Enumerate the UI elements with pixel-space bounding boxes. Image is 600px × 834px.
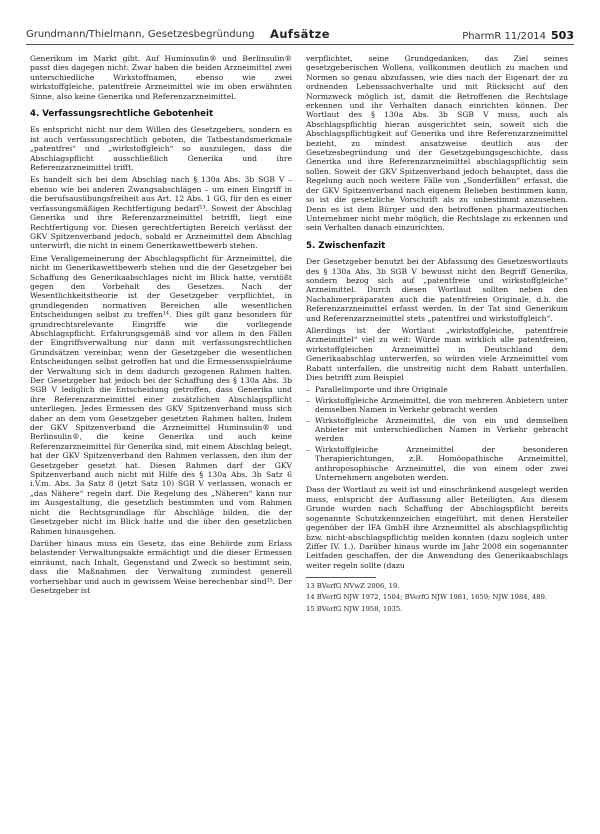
- footnote-rule: [306, 577, 376, 578]
- page-number: 503: [551, 29, 574, 42]
- header-rule: [26, 44, 574, 45]
- list-item: – Wirkstoffgleiche Arzneimittel der besonderen Therapierichtungen, z.B. Homöopathische Arzneimittel, anthroposophische Arzneimittel, die von einem oder zwei Unternehmern angeboten werden.: [306, 445, 568, 483]
- list-item: – Wirkstoffgleiche Arzneimittel, die von mehreren Anbietern unter demselben Namen in Verkehr gebracht werden: [306, 396, 568, 415]
- header-authors-title: Grundmann/Thielmann, Gesetzesbegründung: [26, 29, 255, 40]
- left-column: [30, 54, 292, 598]
- footnote: 15 BVerfG NJW 1958, 1035.: [306, 604, 403, 613]
- paragraph: Dass der Wortlaut zu weit ist und einschränkend ausgelegt werden muss, entspricht der Auffassung aller Beteiligten. Aus diesem Grunde wurden nach Schaffung der Abschlagspflicht bereits sogenannte Schutzkennzeichen eingeführt, mit denen Hersteller gegenüber der IFA GmbH ihre Arzneimittel als abschlagspflichtig bzw. nicht-abschlagspflichtig melden konnten (dazu sogleich unter Ziffer IV. 1.). Darüber hinaus wurde im Jahr 2008 ein sogenannter Leitfaden geschaffen, der die Anwendung des Generikaabschlags weiter regeln sollte (dazu: [306, 485, 568, 570]
- footnote: 14 BVerfG NJW 1972, 1504; BVerfG NJW 1981, 1659; NJW 1984, 489.: [306, 593, 548, 602]
- paragraph: Es handelt sich bei dem Abschlag nach § 130a Abs. 3b SGB V – ebenso wie bei anderen Zwangsabschlägen – um einen Eingriff in die berufsausübungsfreiheit aus Art. 12 Abs. 1 GG, für den es einer verfassungsmäßigen Rechtfertigung bedarf¹³. Soweit der Abschlag Generika und ihre Referenzarzneimittel betrifft, liegt eine Rechtfertigung vor. Diesen gerechtfertigten Bereich verlässt der GKV Spitzenverband jedoch, sobald er Arzneimittel dem Abschlag unterwirft, die nicht in einem Generikawettbewerb stehen.: [30, 175, 292, 251]
- paragraph: Allerdings ist der Wortlaut „wirkstoffgleiche, patentfreie Arzneimittel“ viel zu weit: Würde man wirklich alle patentfreien, wirkstoffgleichen Arzneimittel in Deutschland dem Generikaabschlag unterwerfen, so würden viele Arzneimittel vom Rabatt unterfallen, die unstreitig nicht dem Rabatt unterfallen. Dies betrifft zum Beispiel: [306, 325, 568, 382]
- paragraph: Darüber hinaus muss ein Gesetz, das eine Behörde zum Erlass belastender Verwaltungsakte ermächtigt und die dieser Ermessen einräumt, nach Inhalt, Gegenstand und Zweck so bestimmt sein, dass die Maßnahmen der Verwaltung zumindest generell vorhersehbar und auch in gewissem Weise berechenbar sind¹⁵. Der Gesetzgeber ist: [30, 538, 292, 595]
- running-header: [26, 27, 574, 45]
- header-issue: PharmR 11/2014: [462, 31, 547, 42]
- paragraph: Es entspricht nicht nur dem Willen des Gesetzgebers, sondern es ist auch verfassungsrechtlich geboten, die Tatbestandsmerkmale „patentfrei“ und „wirkstoffgleich“ so auszulegen, dass die Abschlagspflicht ausschließlich Generika und ihre Referenzarzneimittel trifft.: [30, 125, 292, 173]
- header-journal: [462, 29, 574, 42]
- paragraph: Eine Verallgemeinerung der Abschlagspflicht für Arzneimittel, die nicht im Generikawettbewerb stehen und die der Gesetzgeber bei Schaffung des Generikaabschlages nicht im Blick hatte, verstößt gegen den Vorbehalt des Gesetzes. Nach der Wesentlichkeitstheorie ist der Gesetzgeber verpflichtet, in grundlegenden normativen Bereichen alle wesentlichen Entscheidungen selbst zu treffen¹⁴. Dies gilt ganz besonders für grundrechtsrelevante Eingriffe wie die vorliegende Abschlagspflicht. Erfahrungsgemäß sind vor allem in den Fällen der Eingriffsverwaltung nur dann mit verfassungsrechtlichen Grundsätzen vereinbar, wenn der Gesetzgeber die wesentlichen Entscheidungen selbst getroffen hat und die Ermessensspielräume der Verwaltung sich in dem dadurch gezogenen Rahmen halten. Der Gesetzgeber hat jedoch bei der Schaffung des § 130a Abs. 3b SGB V lediglich die Entscheidung getroffen, dass Generika und ihre Referenzarzneimittel einer zusätzlichen Abschlagspflicht unterliegen. Jedes Ermessen des GKV Spitzenverband muss sich daher an dem vom Gesetzgeber gesetzten Rahmen halten. Indem der GKV Spitzenverband die Arzneimittel Huminsulin® und Berlinsulin®, die keine Generika und auch keine Referenzarzneimittel für Generika sind, mit einem Abschlag belegt, hat der GKV Spitzenverband den Rahmen verlassen, den ihm der Gesetzgeber gesetzt hat. Diesen Rahmen darf der GKV Spitzenverband auch nicht mit Hilfe des § 130a Abs. 3b Satz 6 i.V.m. Abs. 3a Satz 8 (jetzt Satz 10) SGB V verlassen, wonach er „das Nähere“ regeln darf. Die Regelung des „Näheren“ kann nur im Ausgestaltung, die gesetzlich bestimmten und vom Rahmen nicht die Rechtsgrundlage für Abschläge bilden, die der Gesetzgeber nicht im Blick hatte und die über den gesetzlichen Rahmen hinausgehen.: [30, 253, 292, 536]
- bullet-list: [306, 385, 568, 482]
- section-heading: 4. Verfassungsrechtliche Gebotenheit: [30, 109, 214, 120]
- paragraph: Der Gesetzgeber benutzt bei der Abfassung des Gesetzeswortlauts des § 130a Abs. 3b SGB V bewusst nicht den Begriff Generika, sondern bezog sich auf „patentfreie und wirkstoffgleiche“ Arzneimittel. Durch diesen Wortlaut sollten neben den Nachahmerpräparaten auch die patentfreien Originale, d.h. die Referenzarzneimittel erfasst werden. In der Tat sind Generikum und Referenzarzneimittel stets „patentfrei und wirkstoffgleich“.: [306, 257, 568, 323]
- paragraph: Generikum im Markt gibt. Auf Huminsulin® und Berlinsulin® passt dies dagegen nicht: Zwar haben die beiden Arzneimittel zwei unterschiedliche Wirkstoffnamen, ebenso wie zwei wirkstoffgleiche, patentfreie Arzneimittel wie im oben erwähnten Sinne, also keine Generika und Referenzarzneimittel.: [30, 54, 292, 101]
- section-heading: 5. Zwischenfazit: [306, 240, 386, 251]
- list-item: – Parallelimporte und ihre Originale: [306, 385, 568, 394]
- right-column: [306, 54, 568, 616]
- list-item: – Wirkstoffgleiche Arzneimittel, die von ein und demselben Anbieter mit unterschiedlichen Namen in Verkehr gebracht werden: [306, 416, 568, 444]
- paragraph: verpflichtet, seine Grundgedanken, das Ziel seines gesetzgeberischen Wollens, vollkommen deutlich zu machen und Normen so genau abzufassen, wie dies nach der Eigenart der zu ordnenden Lebenssachverhalte und mit Rücksicht auf den Normzweck möglich ist, damit die Betroffenen die Rechtslage erkennen und ihr Verhalten danach einrichten können. Der Wortlaut des § 130a Abs. 3b SGB V muss, auch als Abschlagspflichtig hieran ausgerichtet sein, soweit sich die Abschlagspflichtigkeit auf Generika und ihre Referenzarzneimittel bezieht, zu mindest ansatzweise deutlich aus der Gesetzesbegründung und der Gesetzgebungsgeschichte, dass Generika und ihre Referenzarzneimittel abschlagspflichtig sein sollen. Soweit der GKV Spitzenverband jedoch behauptet, dass die Regelung auch noch weitere Fälle von „Sonderfällen“ erfasst, die der GKV Spitzenverband nach eigenem Belieben bestimmen kann, so ist die gesetzliche Vorschrift als zu unbestimmt anzusehen. Denn es ist dem Bürger und den betroffenen pharmazeutischen Unternehmer nicht mehr möglich, die Rechtslage zu erkennen und sein Verhalten danach einzurichten.: [306, 54, 568, 233]
- header-section: Aufsätze: [270, 27, 330, 41]
- footnote: 13 BVerfG NVwZ 2006, 19.: [306, 582, 400, 591]
